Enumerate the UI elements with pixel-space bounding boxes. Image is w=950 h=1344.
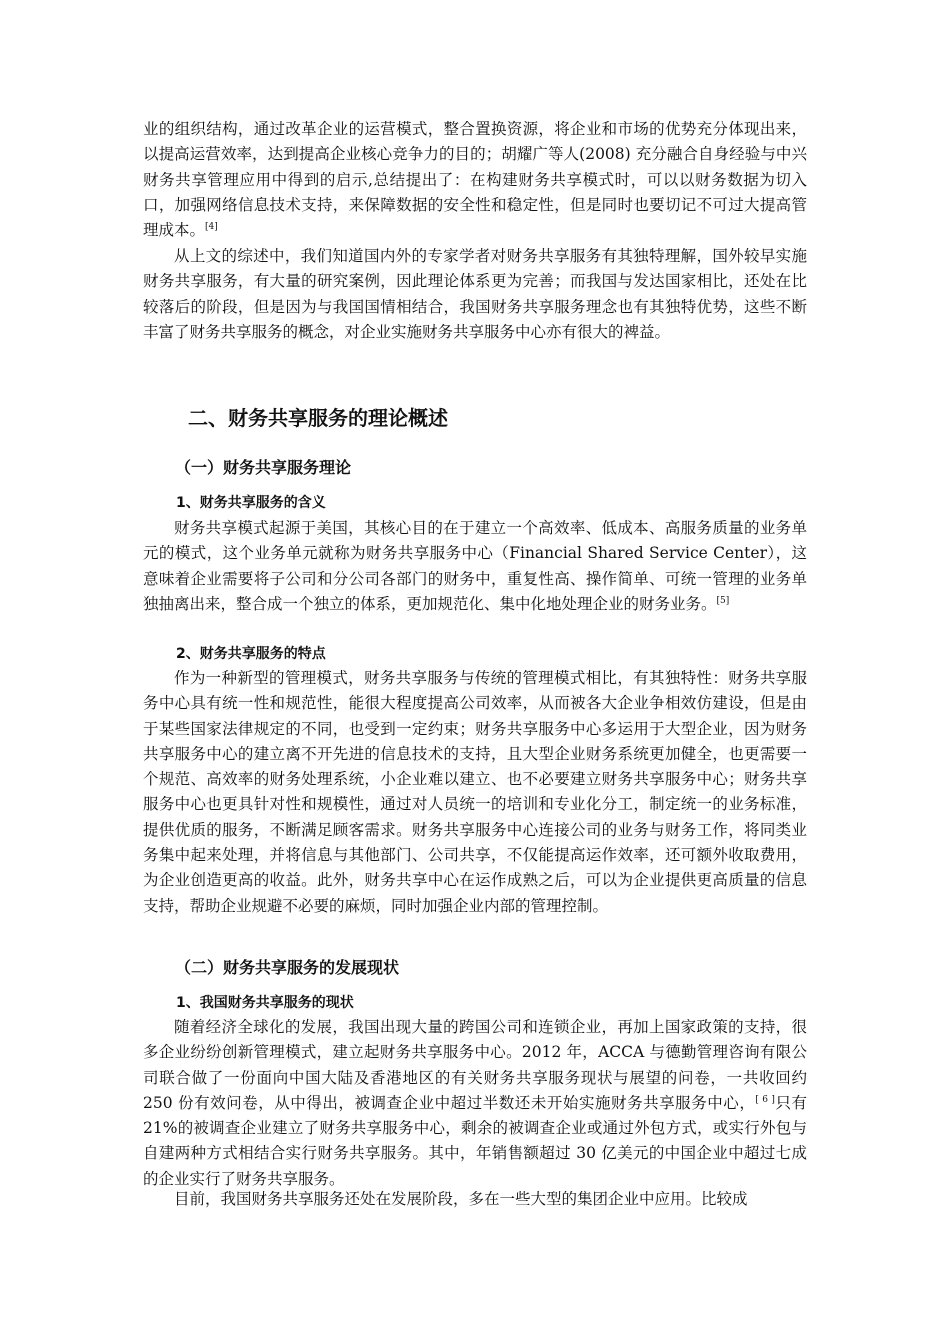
paragraph-literature-review-end	[143, 117, 807, 243]
paragraph-text: 业的组织结构，通过改革企业的运营模式，整合置换资源，将企业和市场的优势充分体现出来，以提高运营效率，达到提高企业核心竞争力的目的；胡耀广等人(2008) 充分融合自身经验与中兴财务共享管理应用中得到的启示,总结提出了：在构建财务共享模式时，可以以财务数据为切入口，加强网络信息技术支持，来保障数据的安全性和稳定性，但是同时也要切记不可过大提高管理成本。	[143, 120, 807, 240]
chapter-heading: 二、财务共享服务的理论概述	[188, 406, 448, 430]
paragraph-text: 作为一种新型的管理模式，财务共享服务与传统的管理模式相比，有其独特性：财务共享服务中心具有统一性和规范性，能很大程度提高公司效率，从而被各大企业争相效仿建设，但是由于某些国家法律规定的不同，也受到一定约束；财务共享服务中心多运用于大型企业，因为财务共享服务中心的建立离不开先进的信息技术的支持，且大型企业财务系统更加健全，也更需要一个规范、高效率的财务处理系统，小企业难以建立、也不必要建立财务共享服务中心；财务共享服务中心也更具针对性和规模性，通过对人员统一的培训和专业化分工，制定统一的业务标准，提供优质的服务，不断满足顾客需求。财务共享服务中心连接公司的业务与财务工作，将同类业务集中起来处理，并将信息与其他部门、公司共享，不仅能提高运作效率，还可额外收取费用，为企业创造更高的收益。此外，财务共享中心在运作成熟之后，可以为企业提供更高质量的信息支持，帮助企业规避不必要的麻烦，同时加强企业内部的管理控制。	[143, 669, 807, 915]
paragraph-current	[143, 1187, 807, 1212]
citation: [5]	[716, 595, 730, 606]
paragraph-meaning	[143, 516, 807, 617]
section-heading-theory: （一）财务共享服务理论	[175, 458, 352, 477]
paragraph-text: 目前，我国财务共享服务还处在发展阶段，多在一些大型的集团企业中应用。比较成	[174, 1190, 748, 1208]
subsection-heading-china-status: 1、我国财务共享服务的现状	[176, 995, 354, 1011]
subsection-heading-features: 2、财务共享服务的特点	[176, 646, 326, 662]
subsection-heading-meaning: 1、财务共享服务的含义	[176, 495, 326, 511]
section-heading-development: （二）财务共享服务的发展现状	[175, 958, 400, 977]
paragraph-text: 随着经济全球化的发展，我国出现大量的跨国公司和连锁企业，再加上国家政策的支持，很多企业纷纷创新管理模式，建立起财务共享服务中心。2012 年，ACCA 与德勤管理咨询有限公司联合做了一份面向中国大陆及香港地区的有关财务共享服务现状与展望的问卷，一共收回约 250 份有效问卷，从中得出，被调查企业中超过半数还未开始实施财务共享服务中心，	[143, 1018, 807, 1112]
citation: [4]	[205, 222, 218, 233]
paragraph-text: 财务共享模式起源于美国，其核心目的在于建立一个高效率、低成本、高服务质量的业务单元的模式，这个业务单元就称为财务共享服务中心（Financial Shared Service Center），这意味着企业需要将子公司和分公司各部门的财务中，重复性高、操作简单、可统一管理的业务单独抽离出来，整合成一个独立的体系，更加规范化、集中化地处理企业的财务业务。	[143, 519, 807, 613]
citation: [ 6 ]	[755, 1094, 775, 1105]
paragraph-text: 从上文的综述中，我们知道国内外的专家学者对财务共享服务有其独特理解，国外较早实施财务共享服务，有大量的研究案例，因此理论体系更为完善；而我国与发达国家相比，还处在比较落后的阶段，但是因为与我国国情相结合，我国财务共享服务理念也有其独特优势，这些不断丰富了财务共享服务的概念，对企业实施财务共享服务中心亦有很大的裨益。	[143, 247, 807, 341]
paragraph-text: 只有 21%的被调查企业建立了财务共享服务中心，剩余的被调查企业或通过外包方式，或实行外包与自建两种方式相结合实行财务共享服务。其中，年销售额超过 30 亿美元的中国企业中超过七成的企业实行了财务共享服务。	[143, 1093, 807, 1188]
paragraph-summary	[143, 244, 807, 345]
paragraph-china-status	[143, 1015, 807, 1192]
paragraph-features	[143, 666, 807, 919]
